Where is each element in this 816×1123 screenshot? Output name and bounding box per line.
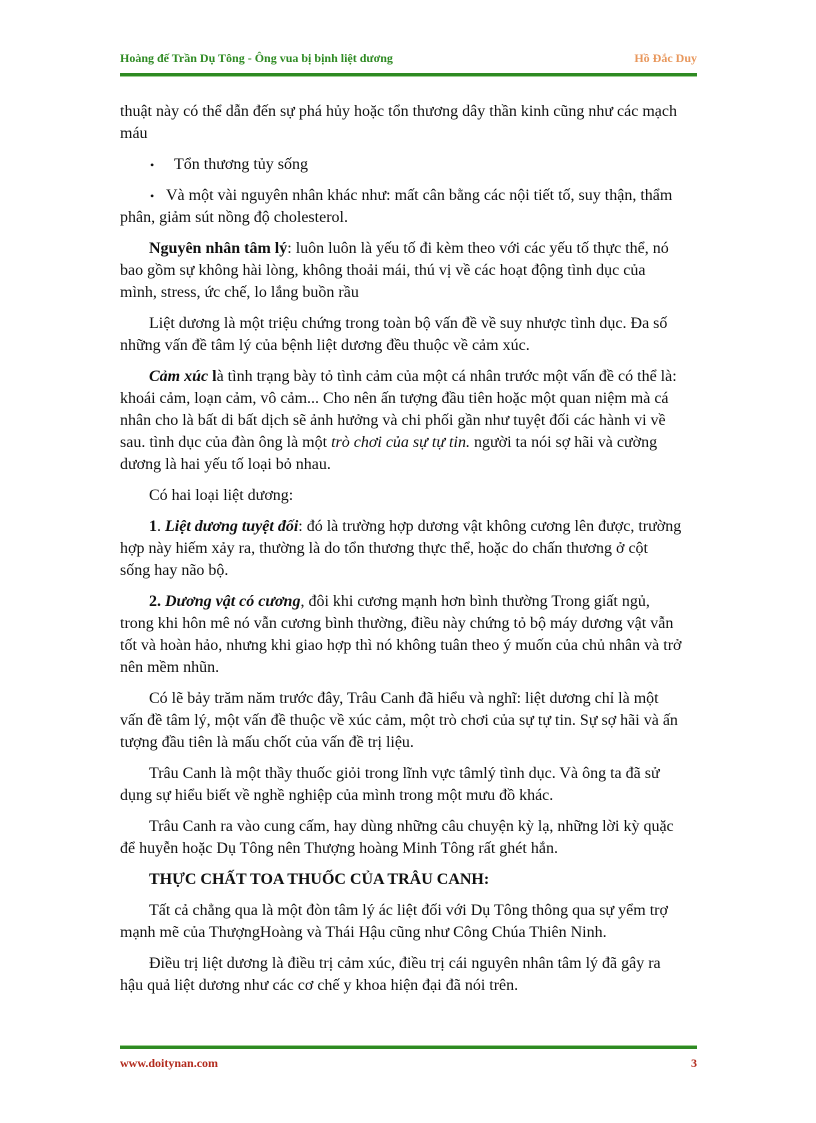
list-item (120, 185, 682, 229)
paragraph: Có hai loại liệt dương: (149, 487, 294, 504)
page-number: 3 (691, 1056, 697, 1070)
paragraph-continuation: thuật này có thể dẫn đến sự phá hủy hoặc tổn thương dây thần kinh cũng như các mạch máu (120, 103, 677, 142)
footer-divider (120, 1045, 697, 1049)
paragraph-type-2: 2. Dương vật có cương, đôi khi cương mạnh hơn bình thường Trong giất ngủ, trong khi hôn mê nó vẫn cương bình thường, điều này chứng tỏ bộ máy dương vật vẫn tốt và hoàn hảo, nhưng khi giao hợp thì nó không tuân theo ý muốn của chủ nhân và trở nên mềm nhũn. (120, 593, 682, 676)
paragraph-type-1: 1. Liệt dương tuyệt đối: đó là trường hợp dương vật không cương lên được, trường hợp này hiếm xảy ra, thường là do tổn thương thực thể, hoặc do chấn thương ở cột sống hay não bộ. (120, 518, 682, 579)
bullet-icon: • (150, 158, 155, 172)
footer-website: www.doitynan.com (120, 1056, 219, 1070)
header-divider (120, 73, 697, 77)
document-body (120, 101, 682, 1006)
term-label: Dương vật có cương (165, 593, 301, 610)
list-item-text: Tổn thương tủy sống (174, 156, 309, 173)
header-title: Hoàng đế Trần Dụ Tông - Ông vua bị bịnh liệt dương (120, 51, 393, 65)
list-item (120, 154, 682, 176)
list-item-text: Và một vài nguyên nhân khác như: mất cân bằng các nội tiết tố, suy thận, thẩm phân, giảm sút nồng độ cholesterol. (120, 187, 673, 226)
paragraph-psychological-cause: Nguyên nhân tâm lý: luôn luôn là yếu tố đi kèm theo với các yếu tố thực thể, nó bao gồm sự không hài lòng, không thoải mái, thú vị về các hoạt động tình dục của mình, stress, ức chế, lo lắng buồn rầu (120, 240, 669, 301)
bullet-icon: • (150, 189, 155, 203)
paragraph: Tất cả chẳng qua là một đòn tâm lý ác liệt đối với Dụ Tông thông qua sự yểm trợ mạnh mẽ của ThượngHoàng và Thái Hậu cũng như Công Chúa Thiên Ninh. (120, 902, 668, 941)
term-label: Nguyên nhân tâm lý (149, 240, 288, 257)
paragraph: Có lẽ bảy trăm năm trước đây, Trâu Canh đã hiểu và nghĩ: liệt dương chỉ là một vấn đề tâm lý, một vấn đề thuộc về xúc cảm, một trò chơi của sự tự tin. Sự sợ hãi và ấn tượng đầu tiên là mấu chốt của vấn đề trị liệu. (120, 690, 678, 751)
term-label: Liệt dương tuyệt đối (165, 518, 299, 535)
term-label: Cảm xúc (149, 368, 209, 385)
paragraph: Trâu Canh ra vào cung cấm, hay dùng những câu chuyện kỳ lạ, những lời kỳ quặc để huyễn hoặc Dụ Tông nên Thượng hoàng Minh Tông rất ghét hắn. (120, 818, 674, 857)
paragraph: Liệt dương là một triệu chứng trong toàn bộ vấn đề về suy nhược tình dục. Đa số những vấn đề tâm lý của bệnh liệt dương đều thuộc về cảm xúc. (120, 315, 668, 354)
paragraph: Trâu Canh là một thầy thuốc giỏi trong lĩnh vực tâmlý tình dục. Và ông ta đã sử dụng sự hiểu biết về nghề nghiệp của mình trong một mưu đồ khác. (120, 765, 660, 804)
paragraph-emotion: Cảm xúc là tình trạng bày tỏ tình cảm của một cá nhân trước một vấn đề có thể là: khoái cảm, loạn cảm, vô cảm... Cho nên ấn tượng đầu tiên hoặc một quan niệm mà cá nhân cho là bất di bất dịch sẽ ảnh hưởng và chi phối gần như tuyệt đối các hành vi về sau. tình dục của đàn ông là một trò chơi của sự tự tin. người ta nói sợ hãi và cường dương là hai yếu tố loại bỏ nhau. (120, 368, 677, 473)
paragraph: Điều trị liệt dương là điều trị cảm xúc, điều trị cái nguyên nhân tâm lý đã gây ra hậu quả liệt dương như các cơ chế y khoa hiện đại đã nói trên. (120, 955, 661, 994)
page-footer (120, 1056, 697, 1074)
header-author: Hồ Đắc Duy (634, 51, 697, 65)
page-header (120, 51, 697, 71)
section-heading: THỰC CHẤT TOA THUỐC CỦA TRÂU CANH: (149, 871, 490, 888)
